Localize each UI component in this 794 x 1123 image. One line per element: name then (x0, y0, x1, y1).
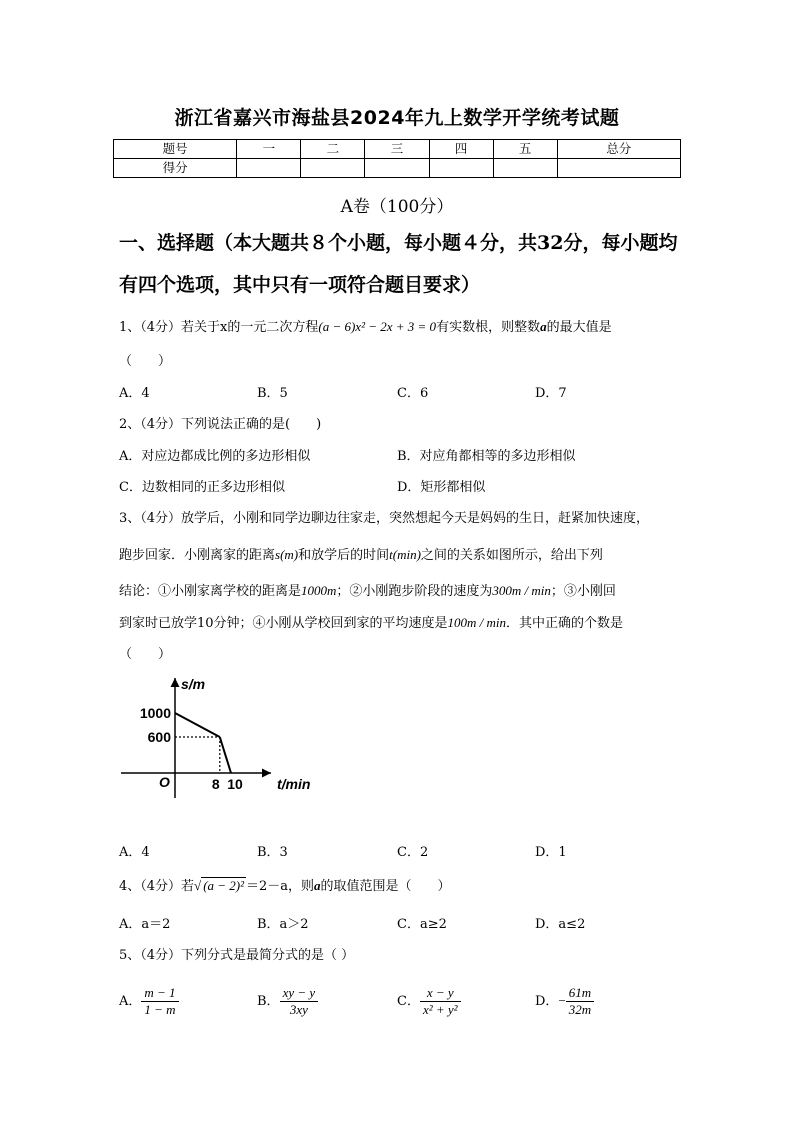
score-cell (301, 159, 365, 178)
q1-option-d: D．7 (535, 386, 567, 401)
q5-option-c: C． $\frac{x - y}{\text{x² + y²}}$ (397, 985, 461, 1018)
q2-option-d: D．矩形都相似 (397, 480, 486, 495)
question-3-line3: 结论：①小刚家离学校的距离是1000m；②小刚跑步阶段的速度为300m / min；③小刚回 (119, 583, 616, 599)
section-heading-line1: 一、选择题（本大题共８个小题，每小题４分，共32分，每小题均 (119, 232, 678, 254)
q1-option-c: C．6 (397, 386, 429, 401)
q4-option-d: D．a≤2 (535, 917, 586, 932)
question-3-paren: （ ） (119, 647, 172, 662)
q3-option-d: D．1 (535, 845, 567, 860)
q5-option-a: A． $\frac{m - 1}{1 - m}$ (119, 985, 179, 1018)
q2-option-a: A．对应边都成比例的多边形相似 (119, 449, 311, 464)
q1-equation: (a − 6)x² − 2x + 3 = 0 (318, 319, 437, 334)
score-header-cell: 三 (365, 140, 429, 159)
score-cell (429, 159, 493, 178)
score-header-cell: 五 (493, 140, 557, 159)
score-header-cell: 题号 (114, 140, 237, 159)
q1-option-a: A．4 (119, 386, 150, 401)
q1-option-b: B．5 (257, 386, 288, 401)
q3-option-a: A．4 (119, 845, 150, 860)
score-header-cell: 总分 (557, 140, 680, 159)
question-3-line4: 到家时已放学10分钟；④小刚从学校回到家的平均速度是100m / min．其中正确的个数是 (119, 615, 624, 631)
graph-segment (220, 737, 231, 773)
question-3-line1: 3、（4分）放学后，小刚和同学边聊边往家走，突然想起今天是妈妈的生日，赶紧加快速度， (119, 511, 650, 526)
q5-fraction-c: $\frac{x - y}{\text{x² + y²}}$ (420, 985, 461, 1018)
question-4-stem: 4、（4分）若√ (a − 2)² ＝2－a，则a的取值范围是（ ） (119, 878, 451, 894)
q5-fraction-b: $\frac{xy - y}{3xy}$ (280, 985, 319, 1018)
q4-option-c: C．a≥2 (397, 917, 447, 932)
y-tick-label: 600 (147, 729, 171, 745)
score-table-score-row (114, 159, 681, 178)
q4-radical: √ (a − 2)² (194, 878, 245, 893)
q3-option-b: B．3 (257, 845, 288, 860)
score-table-header-row (114, 140, 681, 159)
graph-segment (175, 713, 220, 737)
page-title: 浙江省嘉兴市海盐县2024年九上数学开学统考试题 (174, 107, 620, 129)
score-cell (237, 159, 301, 178)
q4-option-b: B．a＞2 (257, 917, 309, 932)
x-axis-label: t/min (277, 776, 311, 792)
question-1-paren: （ ） (119, 354, 172, 369)
q5-fraction-d: $\frac{61m}{32m}$ (566, 985, 594, 1018)
score-cell (493, 159, 557, 178)
score-header-cell: 四 (429, 140, 493, 159)
x-tick-label: 10 (227, 776, 243, 792)
score-table (113, 139, 681, 178)
score-cell (557, 159, 680, 178)
q4-option-a: A．a＝2 (119, 917, 171, 932)
q5-option-b: B． $\frac{xy - y}{3xy}$ (257, 985, 318, 1018)
question-1-stem: 1、（4分）若关于x的一元二次方程(a − 6)x² − 2x + 3 = 0有实数根，则整数a的最大值是 (119, 319, 612, 335)
section-heading-line2: 有四个选项，其中只有一项符合题目要求） (119, 274, 481, 296)
score-header-cell: 二 (301, 140, 365, 159)
x-tick-label: 8 (211, 776, 220, 792)
y-axis-label: s/m (181, 676, 206, 692)
q3-option-c: C．2 (397, 845, 429, 860)
q5-fraction-a: $\frac{m - 1}{1 - m}$ (141, 985, 178, 1018)
q2-option-b: B．对应角都相等的多边形相似 (397, 449, 576, 464)
y-tick-label: 1000 (139, 705, 171, 721)
volume-heading: A卷（100分） (340, 197, 454, 217)
origin-label: O (159, 774, 170, 790)
question-3-line2: 跑步回家．小刚离家的距离s(m)和放学后的时间t(min)之间的关系如图所示，给出下列 (119, 547, 603, 563)
q2-option-c: C．边数相同的正多边形相似 (119, 480, 285, 495)
question-5-stem: 5、（4分）下列分式是最简分式的是（ ） (119, 948, 355, 963)
q5-option-d: D．− $\frac{61m}{32m}$ (535, 985, 594, 1018)
distance-time-graph (119, 670, 329, 800)
score-row-label: 得分 (114, 159, 237, 178)
score-header-cell: 一 (237, 140, 301, 159)
question-2-stem: 2、（4分）下列说法正确的是( ) (119, 417, 322, 432)
score-cell (365, 159, 429, 178)
